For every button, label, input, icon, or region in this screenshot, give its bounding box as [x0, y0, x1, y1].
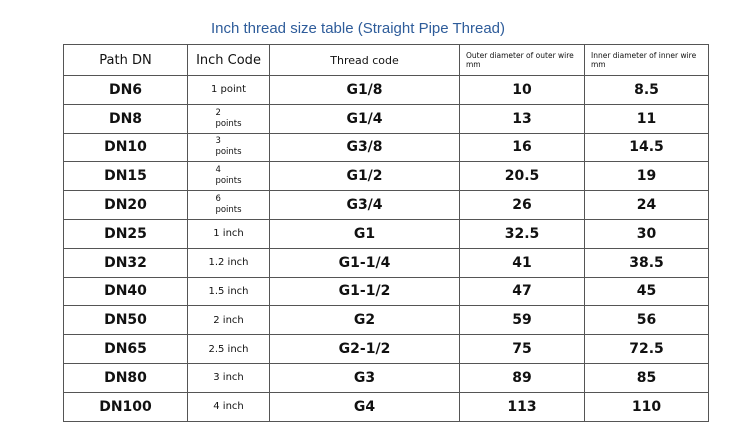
path-dn-cell: DN40 [64, 277, 188, 306]
thread-code-cell: G1 [270, 219, 460, 248]
outer-diameter-cell: 16 [460, 133, 585, 162]
thread-code-cell: G1-1/2 [270, 277, 460, 306]
thread-code-cell: G1/8 [270, 76, 460, 105]
path-dn-cell: DN8 [64, 104, 188, 133]
path-dn-cell: DN10 [64, 133, 188, 162]
thread-size-table [63, 44, 709, 422]
inch-code-cell: 2.5 inch [188, 335, 270, 364]
outer-diameter-cell: 59 [460, 306, 585, 335]
inch-code-cell: 4 points [188, 162, 270, 191]
thread-code-cell: G3/4 [270, 191, 460, 220]
table-header-row [64, 45, 709, 76]
thread-code-cell: G3 [270, 363, 460, 392]
inch-code-cell: 1.2 inch [188, 248, 270, 277]
path-dn-cell: DN6 [64, 76, 188, 105]
inner-diameter-cell: 11 [585, 104, 709, 133]
outer-diameter-cell: 75 [460, 335, 585, 364]
thread-code-cell: G2 [270, 306, 460, 335]
inch-code-cell: 1 point [188, 76, 270, 105]
thread-code-cell: G3/8 [270, 133, 460, 162]
table-row [64, 392, 709, 421]
outer-diameter-cell: 32.5 [460, 219, 585, 248]
path-dn-cell: DN25 [64, 219, 188, 248]
inner-diameter-cell: 45 [585, 277, 709, 306]
path-dn-cell: DN100 [64, 392, 188, 421]
table-row [64, 133, 709, 162]
thread-code-cell: G1/2 [270, 162, 460, 191]
header-inch-code: Inch Code [188, 45, 270, 76]
inner-diameter-cell: 24 [585, 191, 709, 220]
table-row [64, 76, 709, 105]
inch-code-cell: 1.5 inch [188, 277, 270, 306]
header-path-dn: Path DN [64, 45, 188, 76]
inch-code-cell: 3 inch [188, 363, 270, 392]
outer-diameter-cell: 26 [460, 191, 585, 220]
thread-code-cell: G2-1/2 [270, 335, 460, 364]
inch-code-cell: 2 points [188, 104, 270, 133]
outer-diameter-cell: 10 [460, 76, 585, 105]
table-row [64, 162, 709, 191]
thread-code-cell: G4 [270, 392, 460, 421]
table-row [64, 191, 709, 220]
path-dn-cell: DN65 [64, 335, 188, 364]
inner-diameter-cell: 110 [585, 392, 709, 421]
table-row [64, 104, 709, 133]
outer-diameter-cell: 89 [460, 363, 585, 392]
inner-diameter-cell: 72.5 [585, 335, 709, 364]
thread-code-cell: G1/4 [270, 104, 460, 133]
table-row [64, 248, 709, 277]
table-title: Inch thread size table (Straight Pipe Thread) [210, 20, 506, 37]
inner-diameter-cell: 19 [585, 162, 709, 191]
outer-diameter-cell: 41 [460, 248, 585, 277]
table-row [64, 335, 709, 364]
path-dn-cell: DN20 [64, 191, 188, 220]
inner-diameter-cell: 14.5 [585, 133, 709, 162]
outer-diameter-cell: 113 [460, 392, 585, 421]
table-row [64, 277, 709, 306]
inner-diameter-cell: 56 [585, 306, 709, 335]
inch-code-cell: 6 points [188, 191, 270, 220]
header-inner-diameter: Inner diameter of inner wire mm [585, 45, 709, 76]
outer-diameter-cell: 20.5 [460, 162, 585, 191]
path-dn-cell: DN80 [64, 363, 188, 392]
inch-code-cell: 1 inch [188, 219, 270, 248]
header-outer-diameter: Outer diameter of outer wire mm [460, 45, 585, 76]
outer-diameter-cell: 47 [460, 277, 585, 306]
path-dn-cell: DN15 [64, 162, 188, 191]
header-thread-code: Thread code [270, 45, 460, 76]
path-dn-cell: DN50 [64, 306, 188, 335]
inner-diameter-cell: 8.5 [585, 76, 709, 105]
table-row [64, 363, 709, 392]
inch-code-cell: 4 inch [188, 392, 270, 421]
path-dn-cell: DN32 [64, 248, 188, 277]
outer-diameter-cell: 13 [460, 104, 585, 133]
table-row [64, 219, 709, 248]
inner-diameter-cell: 38.5 [585, 248, 709, 277]
inner-diameter-cell: 30 [585, 219, 709, 248]
thread-code-cell: G1-1/4 [270, 248, 460, 277]
inner-diameter-cell: 85 [585, 363, 709, 392]
inch-code-cell: 3 points [188, 133, 270, 162]
table-row [64, 306, 709, 335]
inch-code-cell: 2 inch [188, 306, 270, 335]
